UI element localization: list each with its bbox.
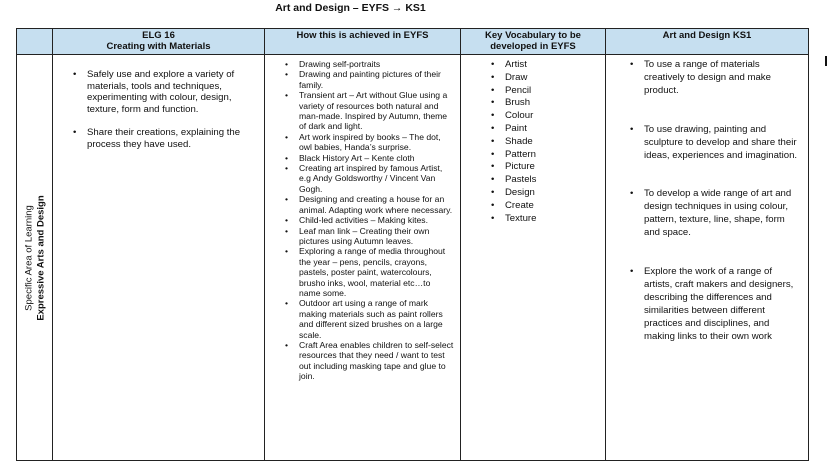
content-row [17,55,809,461]
list-item: • Drawing and painting pictures of their family. [299,69,454,90]
header-eyfs [265,29,461,55]
side-label-area: Specific Area of Learning [23,204,34,311]
vocab-item: • Paint [505,123,601,136]
header-ks1-text: Art and Design KS1 [662,30,752,41]
list-item: • Explore the work of a range of artists, craft makers and designers, describing the differences and similarities between different practices and disciplines, and making links to their own work [644,266,802,343]
curriculum-table [16,28,809,461]
list-item: • Designing and creating a house for an animal. Adapting work where necessary. [299,194,454,215]
header-row [17,29,809,55]
vocab-item: • Pencil [505,85,601,98]
list-item: • To use a range of materials creatively to design and make product. [644,59,802,98]
list-item: • Child-led activities – Making kites. [299,215,454,225]
side-label-cell [17,55,53,461]
vocab-item: • Create [505,200,601,213]
vocab-item: • Draw [505,72,601,85]
vocab-item: • Artist [505,59,601,72]
vocab-item: • Pastels [505,174,601,187]
header-blank-cell [17,29,53,55]
vocab-list [461,55,605,225]
eyfs-list [265,55,460,382]
vocab-item: • Brush [505,97,601,110]
ks1-cell [606,55,809,461]
ks1-list [606,55,808,344]
vocab-cell [461,55,606,461]
elg-list [53,55,264,151]
list-item: • Transient art – Art without Glue using a variety of resources both natural and man-made. Inspired by Autumn, theme of dark and light. [299,90,454,132]
vocab-item: • Colour [505,110,601,123]
header-elg-text: ELG 16 Creating with Materials [106,30,211,52]
vocab-item: • Pattern [505,149,601,162]
list-item: • Creating art inspired by famous Artist, e.g Andy Goldsworthy / Vincent Van Gogh. [299,163,454,194]
text-cursor [825,56,827,66]
vocab-item: • Shade [505,136,601,149]
elg-cell [53,55,265,461]
document-title: Art and Design – EYFS → KS1 [275,2,426,14]
list-item: • Outdoor art using a range of mark making materials such as paint rollers and different sized brushes on a large scale. [299,298,454,340]
header-vocab-text: Key Vocabulary to be developed in EYFS [485,30,581,52]
list-item: • Craft Area enables children to self-select resources that they need / want to test out including masking tape and glue to join. [299,340,454,382]
list-item: • Black History Art – Kente cloth [299,153,454,163]
eyfs-cell [265,55,461,461]
header-elg [53,29,265,55]
list-item: • Exploring a range of media throughout the year – pens, pencils, crayons, pastels, poster paint, watercolours, brusho inks, wool, material etc…to name some. [299,246,454,298]
list-item: • To develop a wide range of art and design techniques in using colour, pattern, texture, line, shape, form and space. [644,188,802,240]
list-item: • Safely use and explore a variety of materials, tools and techniques, experimenting with colour, design, texture, form and function. [87,69,260,115]
list-item: • Drawing self-portraits [299,59,454,69]
list-item: • To use drawing, painting and sculpture to develop and share their ideas, experiences and imagination. [644,124,802,163]
header-vocab [461,29,606,55]
vocab-item: • Design [505,187,601,200]
vocab-item: • Picture [505,161,601,174]
header-eyfs-text: How this is achieved in EYFS [296,30,429,41]
side-label [23,195,46,320]
side-label-subject: Expressive Arts and Design [34,194,46,321]
list-item: • Share their creations, explaining the process they have used. [87,127,260,150]
list-item: • Leaf man link – Creating their own pictures using Autumn leaves. [299,226,454,247]
list-item: • Art work inspired by books – The dot, owl babies, Handa’s surprise. [299,132,454,153]
header-ks1 [606,29,809,55]
vocab-item: • Texture [505,213,601,226]
